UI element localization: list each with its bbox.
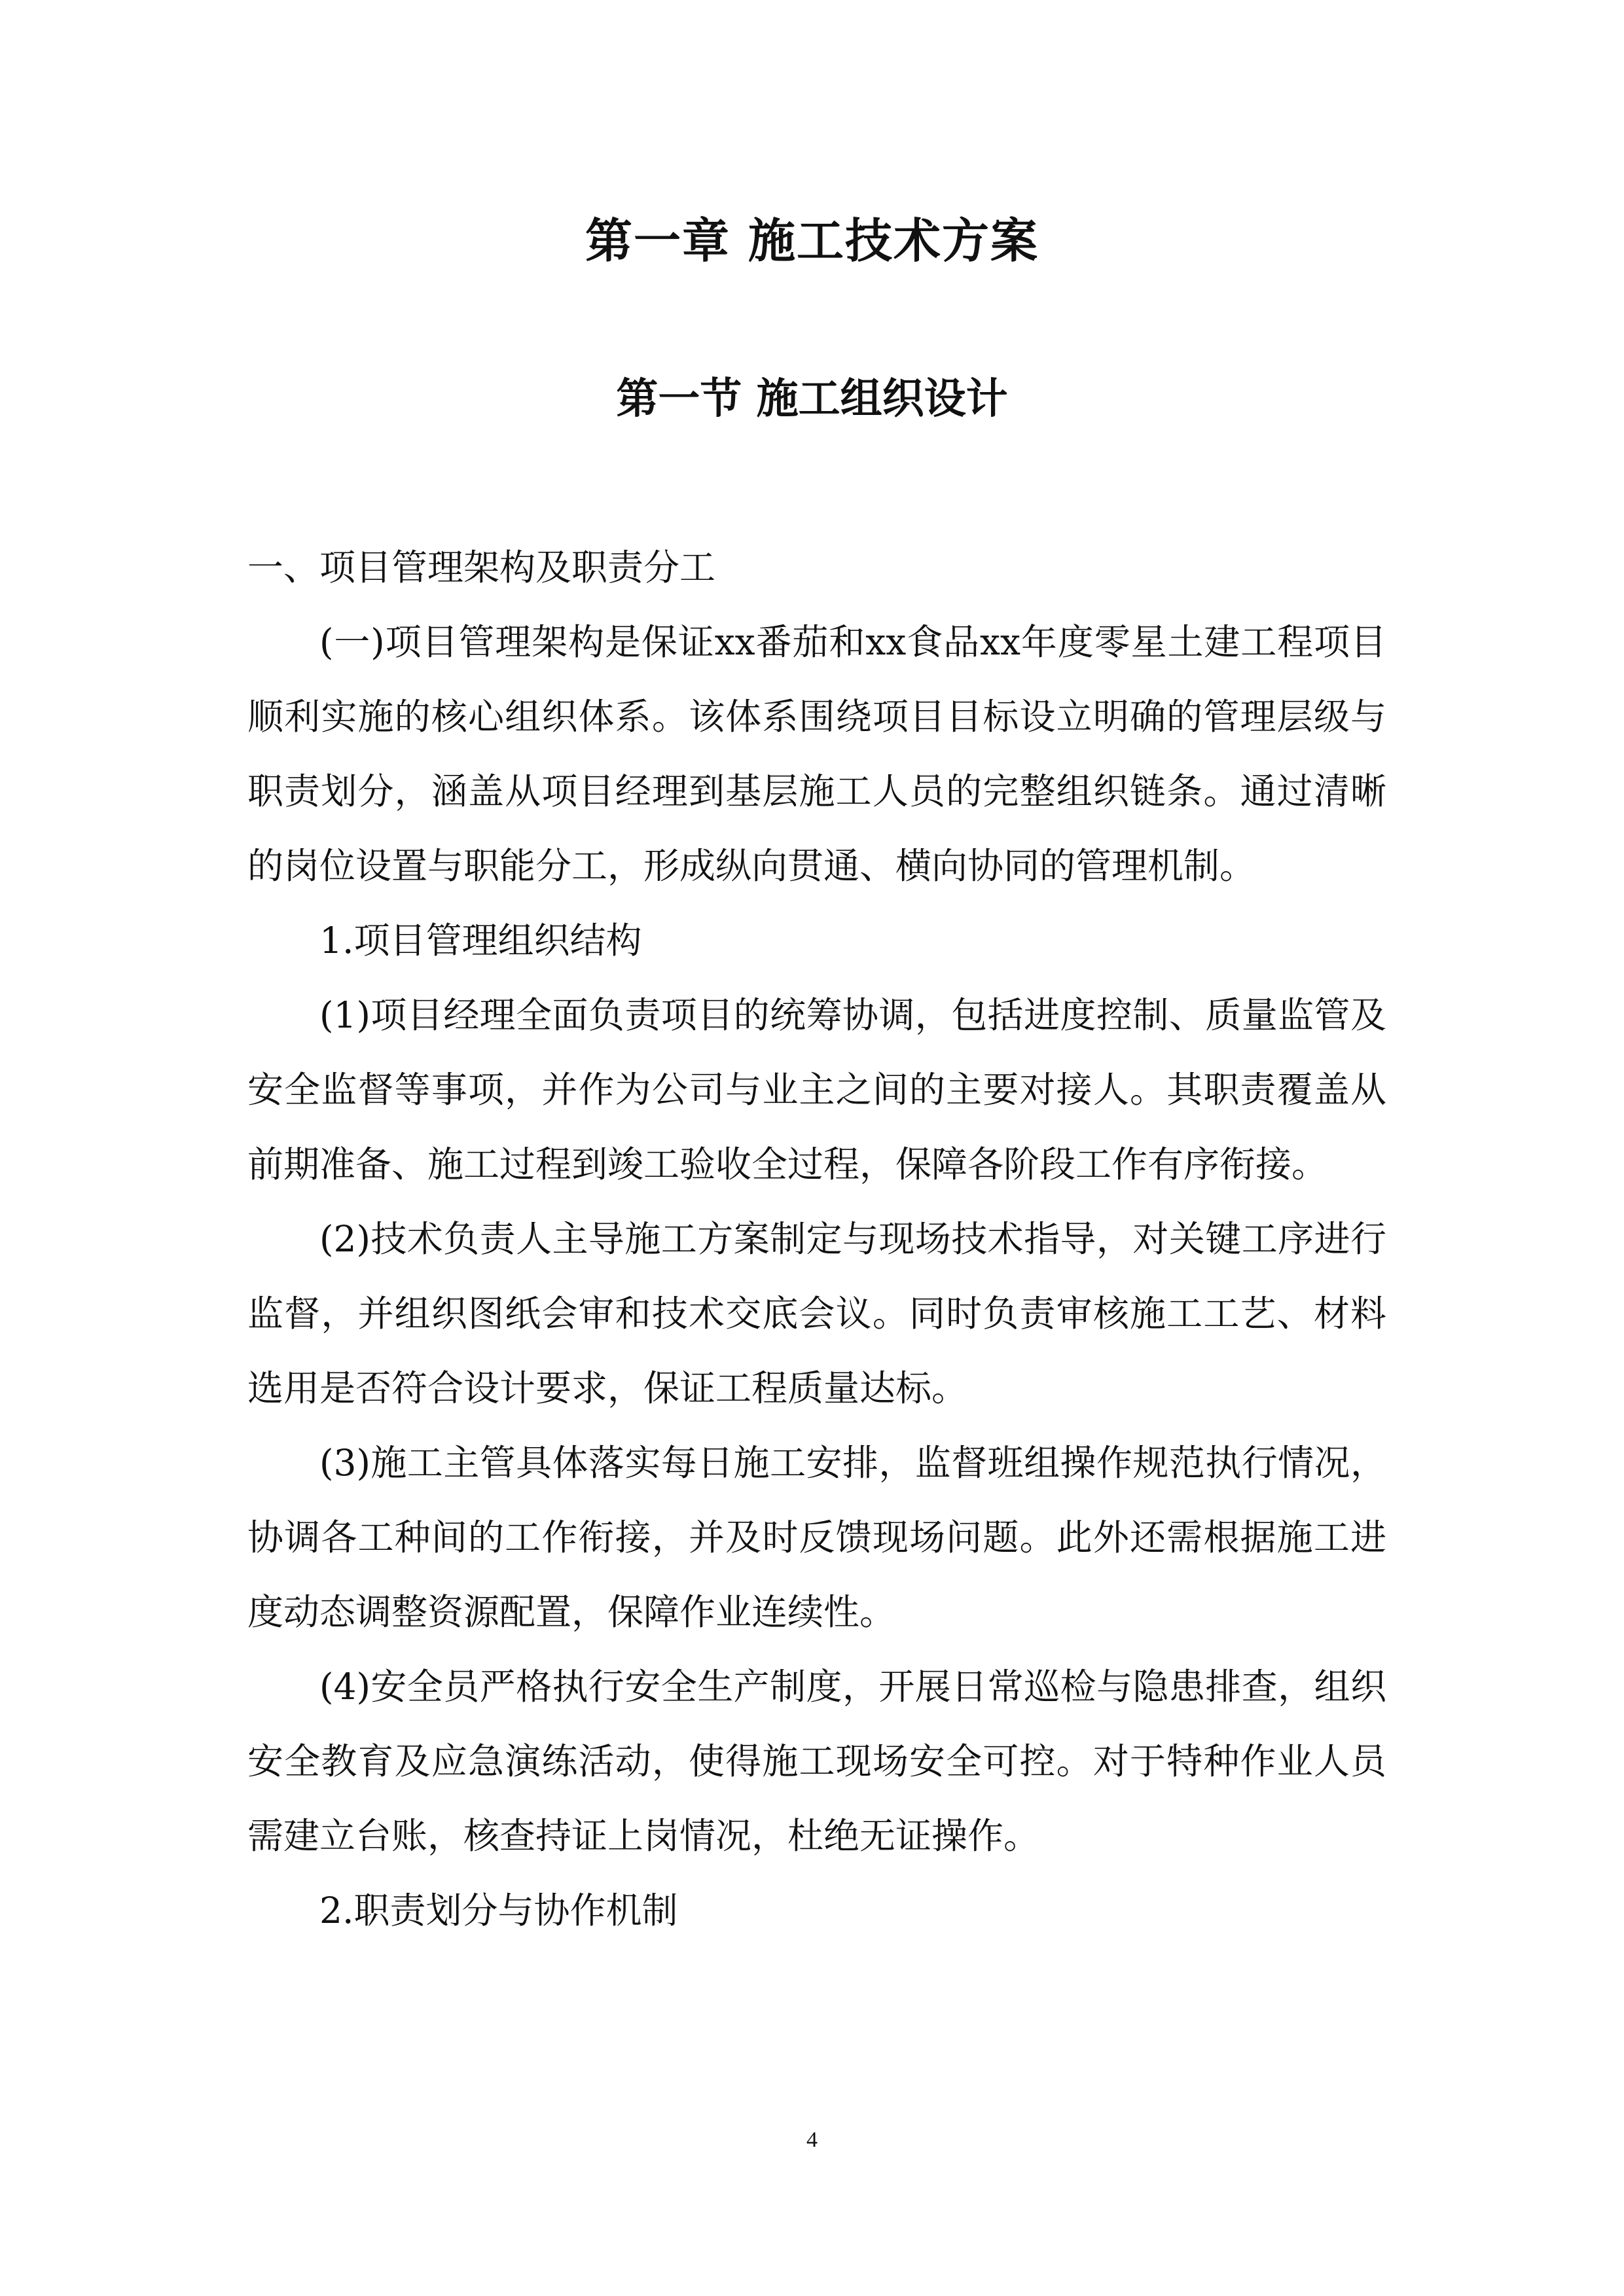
item-2-paragraph: (2)技术负责人主导施工方案制定与现场技术指导，对关键工序进行监督，并组织图纸会审和技术交底会议。同时负责审核施工工艺、材料选用是否符合设计要求，保证工程质量达标。 xyxy=(247,1218,1386,1409)
section-title: 第一节 施工组织设计 xyxy=(616,374,1008,423)
item-4-paragraph: (4)安全员严格执行安全生产制度，开展日常巡检与隐患排查，组织安全教育及应急演练活动，使得施工现场安全可控。对于特种作业人员需建立台账，核查持证上岗情况，杜绝无证操作。 xyxy=(247,1666,1386,1857)
body-text xyxy=(247,530,1386,1948)
subheading-2: 2.职责划分与协作机制 xyxy=(319,1890,678,1931)
page-number: 4 xyxy=(806,2128,818,2152)
item-1-paragraph: (1)项目经理全面负责项目的统筹协调，包括进度控制、质量监管及安全监督等事项，并作为公司与业主之间的主要对接人。其职责覆盖从前期准备、施工过程到竣工验收全过程，保障各阶段工作有序衔接。 xyxy=(247,994,1386,1185)
item-3-paragraph: (3)施工主管具体落实每日施工安排，监督班组操作规范执行情况，协调各工种间的工作衔接，并及时反馈现场问题。此外还需根据施工进度动态调整资源配置，保障作业连续性。 xyxy=(247,1442,1386,1633)
subheading-1: 1.项目管理组织结构 xyxy=(319,920,642,961)
heading-1: 一、项目管理架构及职责分工 xyxy=(247,547,716,588)
chapter-title: 第一章 施工技术方案 xyxy=(585,213,1039,268)
intro-paragraph: (一)项目管理架构是保证xx番茄和xx食品xx年度零星土建工程项目顺利实施的核心组织体系。该体系围绕项目目标设立明确的管理层级与职责划分，涵盖从项目经理到基层施工人员的完整组织链条。通过清晰的岗位设置与职能分工，形成纵向贯通、横向协同的管理机制。 xyxy=(247,621,1386,887)
